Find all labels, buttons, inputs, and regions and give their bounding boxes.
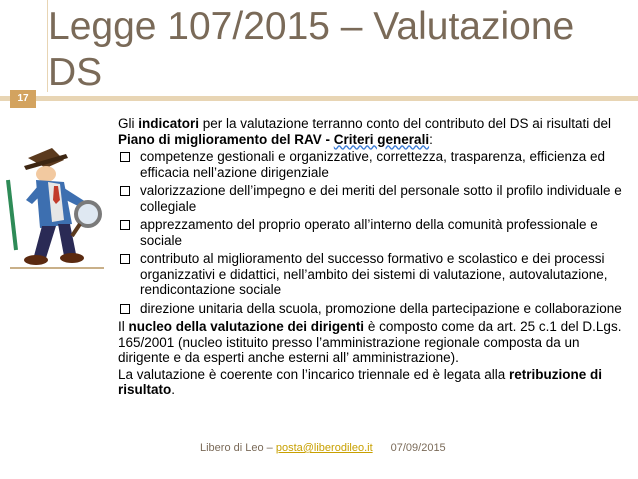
list-item: direzione unitaria della scuola, promozione della partecipazione e collaborazione [118,301,626,317]
intro-paragraph: Gli indicatori per la valutazione terranno conto del contributo del DS ai risultati del Piano di miglioramento del RAV - Criteri generali: [118,116,612,147]
list-item: apprezzamento del proprio operato all’interno della comunità professionale e sociale [118,217,626,248]
slide-body [118,116,626,399]
slide-number: 17 [10,90,36,108]
checkbox-bullet-icon [120,186,130,196]
list-item: contributo al miglioramento del successo formativo e scolastico e dei processi organizzativi e didattici, nell’ambito dei sistemi di valutazione, autovalutazione, rendicontazione sociale [118,251,626,298]
footer-email-link[interactable]: posta@liberodileo.it [275,442,373,454]
checkbox-bullet-icon [120,220,130,230]
checkbox-bullet-icon [120,152,130,162]
accent-bar [0,92,638,106]
list-item: valorizzazione dell’impegno e dei meriti del personale sotto il profilo individuale e collegiale [118,183,626,214]
detective-clipart-image [6,140,108,275]
slide-title [48,4,628,96]
title-line-2: DS [48,51,103,94]
slide-footer [200,442,446,454]
checkbox-bullet-icon [120,254,130,264]
title-line-1: Legge 107/2015 – Valutazione [48,5,575,48]
retribuzione-paragraph: La valutazione è coerente con l’incarico triennale ed è legata alla retribuzione di risultato. [118,366,603,397]
footer-author: Libero di Leo – [200,442,276,454]
nucleo-paragraph: Il nucleo della valutazione dei dirigenti è composto come da art. 25 c.1 del D.Lgs. 165/2001 (nucleo istituito presso l’amministrazione regionale composta da un dirigente e da esperti anche esterni all’ amministrazione). [118,319,622,365]
checkbox-bullet-icon [120,304,130,314]
list-item: competenze gestionali e organizzative, correttezza, trasparenza, efficienza ed efficacia nell’azione dirigenziale [118,149,626,180]
criteria-list [118,149,626,316]
footer-date: 07/09/2015 [390,442,446,454]
